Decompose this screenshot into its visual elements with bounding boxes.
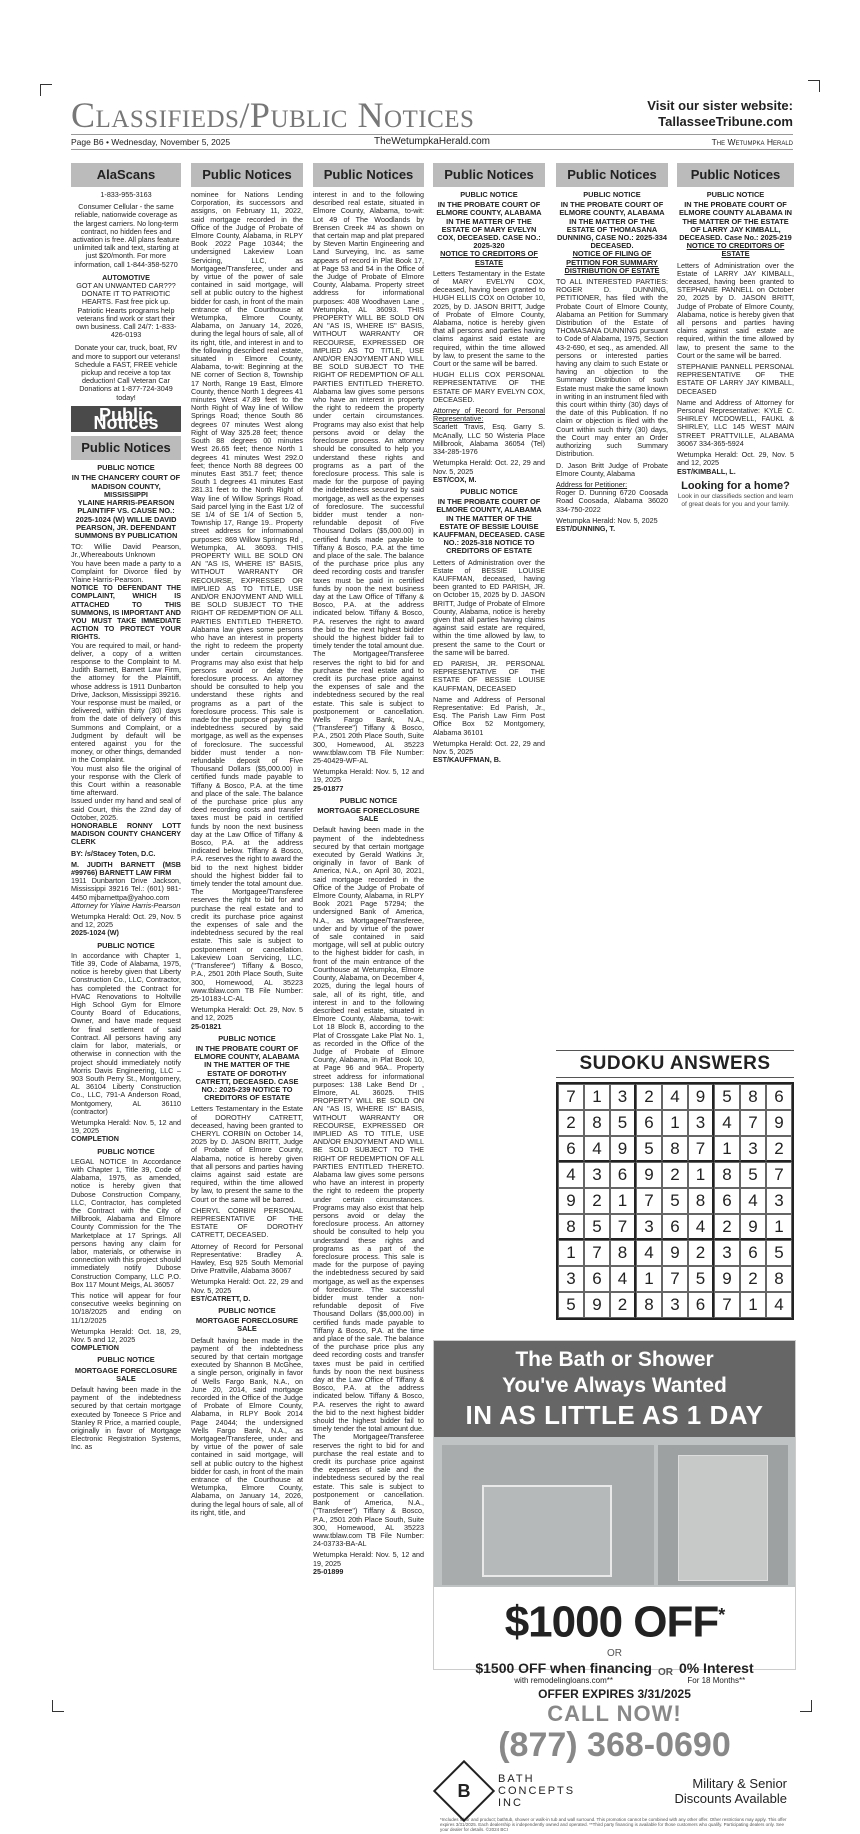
notice-text: M. JUDITH BARNETT (MSB #99766) BARNETT LAW FIRM bbox=[71, 859, 181, 878]
publication-dates: Wetumpka Herald: Oct. 22, 29 and Nov. 5, 2025 bbox=[191, 1277, 303, 1295]
sudoku-cell: 2 bbox=[714, 1214, 740, 1240]
masthead bbox=[71, 96, 793, 136]
sudoku-cell: 8 bbox=[584, 1110, 610, 1136]
sudoku-cell: 5 bbox=[766, 1240, 792, 1266]
notice-text: Letters Testamentary in the Estate of DOROTHY CATRETT, deceased, having been granted to CHERYL CORBIN on October 14, 2025 by D. JASON BRITT, Judge of Probate of Elmore County, Alabama, notice is hereby given that all persons and parties having claims against said estate are required, within the time allowed by law, to present the same to the Court or the same will be barred. bbox=[191, 1104, 303, 1204]
bath-photo bbox=[658, 1445, 788, 1585]
sudoku-cell: 4 bbox=[558, 1162, 584, 1188]
notice-heading: NOTICE OF FILING OF PETITION FOR SUMMARY DISTRIBUTION OF ESTATE bbox=[564, 249, 660, 275]
notice-ref: EST/KAUFFMAN, B. bbox=[433, 755, 501, 765]
sudoku-cell: 9 bbox=[766, 1110, 792, 1136]
column-public-notices-6 bbox=[677, 163, 794, 1043]
sudoku-cell: 5 bbox=[714, 1084, 740, 1110]
sudoku-cell: 2 bbox=[610, 1292, 636, 1318]
notice-text: Name and Address of Attorney for Personal Representative: KYLE C. SHIRLEY MCDOWELL, FAUKL & SHIRLEY, LLC 145 WEST MAIN STREET PRATTVILLE, ALABAMA 36067 334-365-5924 bbox=[677, 397, 794, 448]
sudoku-cell: 7 bbox=[714, 1292, 740, 1318]
sudoku-cell: 2 bbox=[636, 1084, 662, 1110]
notice-text: TO ALL INTERESTED PARTIES: ROGER D. DUNNING, PETITIONER, has filed with the Probate Court of Elmore County, Alabama an Petition for Summary Distribution of the Estate of THOMASANA DUNNING pursuant to Code of Alabama, 1975, Section 43-2-690, et seq., as amended. All persons or interested parties having any claim to such Estate or having an objection to the Summary Distribution of such Estate must make the same known in writing in an instrument filed with this court within thirty (30) days of the date of this Publication. If no claim or objection is filed with the Court within such thirty (30) days, the Court may enter an Order authorizing such Summary Distribution. bbox=[556, 277, 668, 459]
notice-text: LEGAL NOTICE In Accordance with Chapter 1, Title 39, Code of Alabama, 1975, as amended, notice is hereby given that Dubose Construction Company, LLC, Contractor, has completed the Contract with the City of Millbrook, Alabama and Elmore County Commission for the The Marketplace at 17 Springs. All persons having any claim for labor, materials, or otherwise in connection with this project should immediately notify Dubose Construction Company, LLC P.O. Box 117 Mount Meigs, AL 36057 bbox=[71, 1156, 181, 1289]
notice-text: STEPHANIE PANNELL PERSONAL REPRESENTATIVE OF THE ESTATE OF LARRY JAY KIMBALL, DECEASED bbox=[677, 362, 794, 396]
column-header: Public Notices bbox=[433, 163, 545, 187]
notice-label: PUBLIC NOTICE bbox=[460, 190, 518, 199]
publication-dates: Wetumpka Herald: Nov. 5, 2025 bbox=[556, 515, 658, 525]
sudoku-cell: 3 bbox=[584, 1162, 610, 1188]
sudoku-cell: 1 bbox=[558, 1240, 584, 1266]
notice-text: Default having been made in the payment of the indebtedness secured by that certain mortgage executed by Shannon B McGhee, a single person, originally in favor of Wells Fargo Bank, N.A., on June 20, 2014, said mortgage recorded in the Office of the Judge of Probate of Elmore County, Alabama, in RLPY Book 2014 Page 24044; the undersigned Wells Fargo Bank, N.A., as Mortgagee/Transferee, under and by virtue of the power of sale contained in said mortgage, will sell at public outcry to the highest bidder for cash, in front of the main entrance of the Courthouse at Wetumpka, Elmore County, Alabama, on January 14, 2026, during the legal hours of sale, all of its right, title, and bbox=[191, 1335, 303, 1517]
sudoku-cell: 2 bbox=[688, 1240, 714, 1266]
sudoku-cell: 1 bbox=[714, 1136, 740, 1162]
house-ad bbox=[677, 480, 794, 509]
offer-financing-sub: with remodelingloans.com** bbox=[514, 1675, 613, 1685]
notice-text: Issued under my hand and seal of said Court, this the 22nd day of October, 2025. bbox=[71, 796, 181, 822]
sudoku-cell: 3 bbox=[688, 1110, 714, 1136]
notice-text: CHERYL CORBIN PERSONAL REPRESENTATIVE OF THE ESTATE OF DOROTHY CATRETT, DECEASED. bbox=[191, 1205, 303, 1240]
sudoku-cell: 1 bbox=[584, 1084, 610, 1110]
brand-name: BATH CONCEPTS INC bbox=[498, 1772, 576, 1809]
ad-brand bbox=[434, 1767, 795, 1815]
sudoku-cell: 7 bbox=[662, 1266, 688, 1292]
sudoku-cell: 8 bbox=[662, 1136, 688, 1162]
notice-text: BY: /s/Stacey Toten, D.C. bbox=[71, 848, 156, 858]
offer-or: OR bbox=[657, 1666, 673, 1678]
folio-bar bbox=[71, 134, 793, 150]
offer-interest-sub: For 18 Months** bbox=[687, 1675, 746, 1685]
notice-text: D. Jason Britt Judge of Probate Elmore County, Alabama bbox=[556, 460, 668, 478]
sudoku-cell: 8 bbox=[766, 1266, 792, 1292]
bath-concepts-ad bbox=[433, 1340, 796, 1832]
ad-offer bbox=[434, 1587, 795, 1767]
notice-text: nominee for Nations Lending Corporation, its successors and assigns, on February 11, 2022, said mortgage recorded in the Office of the Judge of Probate of Elmore County, Alabama, in RLPY Book 2022 Page 10344; the undersigned Lakeview Loan Servicing, LLC, as Mortgagee/Transferee, under and by virtue of the power of sale contained in said mortgage, will sell at public outcry to the highest bidder for cash, in front of the main entrance of the Courthouse at Wetumpka, Elmore County, Alabama, on January 14, 2026, during the legal hours of sale, all of its right, title, and interest in and to the following described real estate, situated in Elmore County, Alabama, to-wit: Beginning at the NE corner of Section 8, Township 17 North, Range 19 East, Elmore County, thence North 1 degrees 41 minutes West 47.89 feet to the North Right of Way line of Willow Springs Road; thence South 86 degrees 07 minutes West along Right of Way 325.28 feet; thence South 88 degrees 00 minutes West 26.65 feet; thence North 1 degrees 41 minutes West 292.0 feet; thence North 88 degrees 00 minutes East 351.7 feet; thence South 1 degrees 41 minutes East 281.31 feet to the North Right of Way line of Willow Springs Road. Said parcel lying in the East 1/2 of SE 1/4 of SE 1/4 of Section 5, Township 17, Range 19.. Property street address for informational purposes: 869 Willow Springs Rd , Wetumpka, AL 36093. THIS PROPERTY WILL BE SOLD ON AN "AS IS, WHERE IS" BASIS, WITHOUT WARRANTY OR RECOURSE, EXPRESSED OR IMPLIED AS TO TITLE, USE AND/OR ENJOYMENT AND WILL BE SOLD SUBJECT TO THE RIGHT OF REDEMPTION OF ALL PARTIES ENTITLED THERETO. Alabama law gives some persons who have an interest in property the right to redeem the property under certain circumstances. Programs may also exist that help persons avoid or delay the foreclosure process. An attorney should be consulted to help you understand these rights and programs as a part of the foreclosure process. This sale is made for the purpose of paying the indebtedness secured by said mortgage, as well as the expenses of foreclosure. The successful bidder must tender a non-refundable deposit of Five Thousand Dollars ($5,000.00) in certified funds made payable to Tiffany & Bosco, P.A. at the time and place of the sale. The balance of the purchase price plus any deed recording costs and transfer taxes must be paid in certified funds by noon the next business day at the Law Office of Tiffany & Bosco, P.A. at the address indicated below. Tiffany & Bosco, P.A. reserves the right to award the bid to the next highest bidder should the highest bidder fail to timely tender the total amount due. The Mortgagee/Transferee reserves the right to bid for and purchase the real estate and to credit its purchase price against the expenses of sale and the indebtedness secured by the real estate. This sale is subject to postponement or cancellation. Lakeview Loan Servicing, LLC, ("Transferee") Tiffany & Bosco, P.A., 2501 20th Place South, Suite 300, Homewood, AL 35223 www.tblaw.com TB File Number: 25-10183-LC-AL bbox=[191, 190, 303, 1003]
military-discount: Military & Senior Discounts Available bbox=[674, 1775, 787, 1806]
notice-text: HONORABLE RONNY LOTT MADISON COUNTY CHANCERY CLERK bbox=[71, 821, 181, 847]
call-now: CALL NOW! bbox=[547, 1700, 682, 1726]
notice-text: You must also file the original of your response with the Clerk of this Court within a reasonable time afterward. bbox=[71, 763, 181, 798]
ad-headline-line2: You've Always Wanted bbox=[502, 1374, 727, 1397]
sister-site-line1: Visit our sister website: bbox=[647, 98, 793, 113]
notice-label: PUBLIC NOTICE bbox=[218, 1033, 276, 1043]
notice-label: PUBLIC NOTICE bbox=[339, 795, 398, 805]
sudoku-cell: 3 bbox=[558, 1266, 584, 1292]
sudoku-cell: 9 bbox=[610, 1136, 636, 1162]
sudoku-cell: 5 bbox=[610, 1110, 636, 1136]
bath-concepts-logo-icon bbox=[433, 1760, 495, 1822]
notice-label: PUBLIC NOTICE bbox=[97, 1355, 155, 1365]
wall-tile bbox=[678, 1455, 768, 1581]
sudoku-cell: 7 bbox=[688, 1136, 714, 1162]
notice-text: Letters of Administration over the Estate of LARRY JAY KIMBALL, deceased, having been granted to STEPHANIE PANNELL on October 20, 2025 by D. JASON BRITT, Judge of Probate of Elmore County, Alabama, notice is hereby given that all persons and parties having claims against said estate are required, within the time allowed by law, to present the same to the Court or the same will be barred. bbox=[677, 260, 794, 360]
offer-financing bbox=[440, 1660, 789, 1685]
notice-heading: IN THE PROBATE COURT OF ELMORE COUNTY, ALABAMA IN THE MATTER OF THE ESTATE OF THOMASANA DUNNING, CASE NO.: 2025-334 DECEASED. bbox=[556, 200, 668, 251]
crop-mark bbox=[52, 1700, 64, 1712]
notice-heading: NOTICE TO CREDITORS OF ESTATE bbox=[686, 241, 785, 259]
sudoku-cell: 1 bbox=[740, 1292, 766, 1318]
sudoku-cell: 6 bbox=[584, 1266, 610, 1292]
notice-text: You are required to mail, or hand-deliver, a copy of a written response to the Complaint to M. Judith Barnett, Barnett Law Firm, the attorney for the Plaintiff, whose address is 1911 Dunbarton Drive, Jackson, Mississippi 39216. bbox=[71, 640, 181, 699]
notice-ref: EST/COX, M. bbox=[433, 474, 477, 484]
column-header: AlaScans bbox=[71, 163, 181, 187]
ad-headline-line1: The Bath or Shower bbox=[515, 1348, 714, 1371]
sudoku-cell: 4 bbox=[766, 1292, 792, 1318]
sudoku-cell: 6 bbox=[558, 1136, 584, 1162]
ad-text: Consumer Cellular - the same reliable, nationwide coverage as the largest carriers. No long-term contract, no hidden fees and activation is free. All plans feature unlimited talk and text, starting at just $20/month. For more information, call 1-844-358-5270 bbox=[72, 202, 180, 269]
sister-site-link[interactable]: TallasseeTribune.com bbox=[658, 114, 793, 129]
sudoku-cell: 7 bbox=[740, 1110, 766, 1136]
sudoku-cell: 5 bbox=[688, 1266, 714, 1292]
crop-mark bbox=[808, 80, 820, 92]
notice-heading: IN THE CHANCERY COURT OF MADISON COUNTY, MISSISSIPPI bbox=[71, 473, 181, 499]
sudoku-cell: 1 bbox=[662, 1110, 688, 1136]
sudoku-cell: 2 bbox=[584, 1188, 610, 1214]
crop-mark bbox=[800, 1700, 812, 1712]
sudoku-cell: 9 bbox=[740, 1214, 766, 1240]
sudoku-cell: 5 bbox=[584, 1214, 610, 1240]
column-header: Public Notices bbox=[677, 163, 794, 187]
sudoku-cell: 4 bbox=[636, 1240, 662, 1266]
notice-ref: COMPLETION bbox=[71, 1343, 119, 1353]
notice-label: PUBLIC NOTICE bbox=[706, 190, 765, 199]
column-public-notices-3 bbox=[313, 163, 424, 1733]
notice-heading: MORTGAGE FORECLOSURE SALE bbox=[317, 806, 420, 824]
sudoku-cell: 8 bbox=[688, 1188, 714, 1214]
notice-text: Your response must be mailed, or delivered, within thirty (30) days from the date of delivery of this Summons and Complaint, or a Judgment by default will be entered against you for the money, or other things, demanded in the Complaint. bbox=[71, 697, 181, 765]
section-title: AUTOMOTIVE bbox=[102, 272, 150, 282]
offer-main-asterisk: * bbox=[718, 1605, 725, 1625]
phone-number: 1-833-955-3163 bbox=[100, 190, 152, 199]
notice-text: Default having been made in the payment of the indebtedness secured by that certain mortgage executed by Gerald Watkins Jr, originally in favor of Bank of America, N.A., on April 30, 2021, said mortgage recorded in the Office of the Judge of Probate of Elmore County, Alabama, in RLPY Book 2021 Page 57294; the undersigned Bank of America, N.A., as Mortgagee/Transferee, under and by virtue of the power of sale contained in said mortgage, will sell at public outcry to the highest bidder for cash, in front of the main entrance of the Courthouse at Wetumpka, Elmore County, Alabama, on December 4, 2025, during the legal hours of sale, all of its right, title, and interest in and to the following described real estate, situated in Elmore County, Alabama, to-wit: Lot 18 Block B, according to the Plat of Crossgate Lake Plat No. 1, as recorded in the Office of the Judge of Probate of Elmore County, Alabama, in Plat Book 10, at Page 96 and 96A.. Property street address for informational purposes: 138 Lake Bend Dr , Elmore, AL 36025. THIS PROPERTY WILL BE SOLD ON AN "AS IS, WHERE IS" BASIS, WITHOUT WARRANTY OR RECOURSE, EXPRESSED OR IMPLIED AS TO TITLE, USE AND/OR ENJOYMENT AND WILL BE SOLD SUBJECT TO THE RIGHT OF REDEMPTION OF ALL PARTIES ENTITLED THERETO. Alabama law gives some persons who have an interest in property the right to redeem the property under certain circumstances. Programs may also exist that help persons avoid or delay the foreclosure process. An attorney should be consulted to help you understand these rights and programs as a part of the foreclosure process. This sale is made for the purpose of paying the indebtedness secured by said mortgage, as well as the expenses of foreclosure. The successful bidder must tender a non-refundable deposit of Five Thousand Dollars ($5,000.00) in certified funds made payable to Tiffany & Bosco, P.A. at the time and place of the sale. The balance of the purchase price plus any deed recording costs and transfer taxes must be paid in certified funds by noon the next business day at the Law Office of Tiffany & Bosco, P.A. at the address indicated below. Tiffany & Bosco, P.A. reserves the right to award the bid to the next highest bidder should the highest bidder fail to timely tender the total amount due. The Mortgagee/Transferee reserves the right to bid for and purchase the real estate and to credit its purchase price against the expenses of sale and the indebtedness secured by the real estate. This sale is subject to postponement or cancellation. Bank of America, N.A., ("Transferee") Tiffany & Bosco, P.A., 2501 20th Place South, Suite 300, Homewood, AL 35223 www.tblaw.com TB File Number: 24-03733-BA-AL bbox=[313, 825, 424, 1549]
sudoku-cell: 6 bbox=[714, 1188, 740, 1214]
notice-heading: IN THE PROBATE COURT OF ELMORE COUNTY, ALABAMA IN THE MATTER OF THE ESTATE OF DOROTHY CATRETT, DECEASED. CASE NO.: 2025-239 NOTICE TO CREDITORS OF ESTATE bbox=[194, 1043, 300, 1103]
notice-label: PUBLIC NOTICE bbox=[583, 190, 641, 199]
notice-ref: COMPLETION bbox=[71, 1134, 119, 1144]
notice-text: interest in and to the following described real estate, situated in Elmore County, Alabama, to-wit: Lot 49 of The Woodlands by Brensen Creek #4 as shown on that certain map and plat prepared by Steven Martin Engineering and Land Surveying, Inc. as same appears of record in Plat Book 17, at Page 53 and 54 in the Office of the Judge of Probate of Elmore County, Alabama. Property street address for informational purposes: 408 Woodhaven Lane , Wetumpka, AL 36093. THIS PROPERTY WILL BE SOLD ON AN "AS IS, WHERE IS" BASIS, WITHOUT WARRANTY OR RECOURSE, EXPRESSED OR IMPLIED AS TO TITLE, USE AND/OR ENJOYMENT AND WILL BE SOLD SUBJECT TO THE RIGHT OF REDEMPTION OF ALL PARTIES ENTITLED THERETO. Alabama law gives some persons who have an interest in property the right to redeem the property under certain circumstances. Programs may also exist that help persons avoid or delay the foreclosure process. An attorney should be consulted to help you understand these rights and programs as a part of the foreclosure process. This sale is made for the purpose of paying the indebtedness secured by said mortgage, as well as the expenses of foreclosure. The successful bidder must tender a non-refundable deposit of Five Thousand Dollars ($5,000.00) in certified funds made payable to Tiffany & Bosco, P.A. at the time and place of the sale. The balance of the purchase price plus any deed recording costs and transfer taxes must be paid in certified funds by noon the next business day at the Law Office of Tiffany & Bosco, P.A. at the address indicated below. Tiffany & Bosco, P.A. reserves the right to award the bid to the next highest bidder should the highest bidder fail to timely tender the total amount due. The Mortgagee/Transferee reserves the right to bid for and purchase the real estate and to credit its purchase price against the expenses of sale and the indebtedness secured by the real estate. This sale is subject to postponement or cancellation. Wells Fargo Bank, N.A., ("Transferee") Tiffany & Bosco, P.A., 2501 20th Place South, Suite 300, Homewood, AL 35223 www.tblaw.com TB File Number: 25-40429-WF-AL bbox=[313, 190, 424, 766]
notice-text: Name and Address of Personal Representative: Ed Parish, Jr., Esq. The Parish Law Firm Post Office Box 52 Montgomery, Alabama 36101 bbox=[433, 694, 545, 737]
ad-photos bbox=[434, 1437, 795, 1587]
sudoku-cell: 5 bbox=[636, 1136, 662, 1162]
notice-heading: YLAINE HARRIS-PEARSON PLAINTIFF VS. CAUSE NO.: 2025-1024 (W) WILLIE DAVID PEARSON, JR. DEFENDANT bbox=[75, 498, 177, 532]
sudoku-cell: 9 bbox=[688, 1084, 714, 1110]
sudoku-cell: 1 bbox=[610, 1188, 636, 1214]
offer-main-amount: $1000 OFF bbox=[504, 1597, 719, 1647]
sudoku-cell: 9 bbox=[714, 1266, 740, 1292]
column-alascans bbox=[71, 163, 181, 1733]
sudoku-cell: 8 bbox=[714, 1162, 740, 1188]
sudoku-cell: 2 bbox=[558, 1110, 584, 1136]
sudoku-cell: 3 bbox=[662, 1292, 688, 1318]
sudoku-cell: 5 bbox=[740, 1162, 766, 1188]
notice-ref: 25-01821 bbox=[191, 1021, 222, 1031]
sudoku-cell: 8 bbox=[610, 1240, 636, 1266]
sudoku-cell: 7 bbox=[636, 1188, 662, 1214]
notice-ref: EST/DUNNING, T. bbox=[556, 523, 616, 533]
notice-text: Address for Petitioner: bbox=[556, 479, 628, 489]
sister-site bbox=[647, 98, 793, 130]
notice-heading: IN THE PROBATE COURT OF ELMORE COUNTY, ALABAMA IN THE MATTER OF THE ESTATE OF BESSIE LOUISE KAUFFMAN, DECEASED. CASE NO.: 2025-318 NOTICE TO CREDITORS OF ESTATE bbox=[433, 497, 545, 556]
sudoku-cell: 3 bbox=[740, 1136, 766, 1162]
house-ad-title: Looking for a home? bbox=[681, 479, 790, 492]
notice-text: Attorney of Record for Personal Representative: bbox=[433, 406, 545, 424]
sudoku-cell: 4 bbox=[688, 1214, 714, 1240]
notice-text: This notice will appear for four consecutive weeks beginning on 10/18/2025 and ending on 11/12/2025 bbox=[71, 1290, 181, 1325]
page-title: Classifieds/Public Notices bbox=[71, 95, 475, 135]
sudoku-cell: 2 bbox=[740, 1266, 766, 1292]
house-ad-text: Look in our classifieds section and learn of great deals for you and your family. bbox=[677, 492, 794, 508]
sudoku-cell: 3 bbox=[766, 1188, 792, 1214]
ad-headline bbox=[434, 1341, 795, 1437]
sudoku-answers bbox=[556, 1050, 794, 1320]
publication-dates: Wetumpka Herald: Oct. 29, Nov. 5 and 12, 2025 bbox=[191, 1005, 303, 1023]
publication-dates: Wetumpka Herald: Nov. 5, 12 and 19, 2025 bbox=[71, 1117, 181, 1136]
notice-heading: NOTICE TO CREDITORS OF ESTATE bbox=[440, 249, 538, 267]
notice-text: Default having been made in the payment of the indebtedness secured by that certain mortgage executed by Toneece S Price and Stanley R Price, a married couple, originally in favor of Mortgage Electronic Registration Systems, Inc. as bbox=[71, 1385, 181, 1452]
sudoku-cell: 9 bbox=[662, 1240, 688, 1266]
publication-dates: Wetumpka Herald: Oct. 18, 29, Nov. 5 and 12, 2025 bbox=[71, 1326, 181, 1344]
notice-heading: IN THE PROBATE COURT OF ELMORE COUNTY ALABAMA IN THE MATTER OF THE ESTATE OF LARRY JAY KIMBALL, DECEASED. Case No.: 2025-219 bbox=[678, 200, 793, 243]
notice-ref: 25-01877 bbox=[313, 783, 344, 793]
sudoku-title: SUDOKU ANSWERS bbox=[556, 1050, 794, 1078]
notice-text: TO: Willie David Pearson, Jr.,Whereabouts Unknown bbox=[71, 542, 181, 560]
notice-ref: EST/CATRETT, D. bbox=[191, 1293, 251, 1303]
sudoku-cell: 4 bbox=[662, 1084, 688, 1110]
column-header: Public Notices bbox=[191, 163, 303, 187]
sudoku-cell: 6 bbox=[740, 1240, 766, 1266]
publication-dates: Wetumpka Herald: Oct. 29, Nov. 5 and 12, 2025 bbox=[71, 912, 181, 930]
folio-website[interactable]: TheWetumpkaHerald.com bbox=[374, 136, 490, 147]
notice-label: PUBLIC NOTICE bbox=[218, 1306, 276, 1316]
publication-dates: Wetumpka Herald: Oct. 22, 29 and Nov. 5, 2025 bbox=[433, 738, 545, 756]
offer-interest: 0% Interest bbox=[678, 1659, 754, 1676]
public-notices-banner: Public Notices bbox=[71, 406, 181, 432]
notice-text: NOTICE TO DEFENDANT THE COMPLAINT, WHICH IS ATTACHED TO THIS SUMMONS, IS IMPORTANT AND YOU MUST TAKE IMMEDIATE ACTION TO PROTECT YOUR RIGHTS. bbox=[71, 583, 181, 642]
sudoku-cell: 6 bbox=[662, 1214, 688, 1240]
notice-heading: IN THE PROBATE COURT OF ELMORE COUNTY, ALABAMA IN THE MATTER OF THE ESTATE OF MARY EVELYN COX, DECEASED. CASE NO.: 2025-320 bbox=[436, 200, 542, 251]
notice-text: HUGH ELLIS COX PERSONAL REPRESENTATIVE OF THE ESTATE OF MARY EVELYN COX, DECEASED. bbox=[433, 370, 545, 404]
sudoku-cell: 4 bbox=[584, 1136, 610, 1162]
logo-letter: B bbox=[457, 1780, 471, 1801]
notice-label: PUBLIC NOTICE bbox=[97, 463, 155, 473]
folio-paper: The Wetumpka Herald bbox=[711, 137, 793, 147]
sudoku-cell: 4 bbox=[714, 1110, 740, 1136]
notice-label: PUBLIC NOTICE bbox=[97, 940, 155, 950]
notice-ref: 25-01899 bbox=[313, 1566, 344, 1576]
ad-phone[interactable]: (877) 368-0690 bbox=[498, 1725, 731, 1764]
column-header: Public Notices bbox=[71, 436, 181, 460]
publication-dates: Wetumpka Herald: Oct. 22, 29 and Nov. 5, 2025 bbox=[433, 458, 545, 476]
column-header: Public Notices bbox=[556, 163, 668, 187]
publication-dates: Wetumpka Herald: Oct. 29, Nov. 5 and 12, 2025 bbox=[677, 450, 794, 468]
publication-dates: Wetumpka Herald: Nov. 5, 12 and 19, 2025 bbox=[313, 1550, 424, 1568]
sudoku-cell: 6 bbox=[610, 1162, 636, 1188]
sudoku-cell: 6 bbox=[688, 1292, 714, 1318]
column-public-notices-4 bbox=[433, 163, 545, 1043]
shower-photo bbox=[442, 1445, 654, 1585]
notice-ref: 2025-1024 (W) bbox=[71, 928, 119, 938]
column-header: Public Notices bbox=[313, 163, 424, 187]
sudoku-cell: 1 bbox=[766, 1214, 792, 1240]
sudoku-cell: 6 bbox=[636, 1110, 662, 1136]
sudoku-cell: 5 bbox=[558, 1292, 584, 1318]
column-public-notices-2 bbox=[191, 163, 303, 1733]
sudoku-cell: 8 bbox=[558, 1214, 584, 1240]
notice-label: PUBLIC NOTICE bbox=[460, 486, 518, 496]
notice-heading: MORTGAGE FORECLOSURE SALE bbox=[195, 1316, 299, 1334]
sudoku-cell: 9 bbox=[584, 1292, 610, 1318]
sudoku-cell: 9 bbox=[558, 1188, 584, 1214]
notice-label: PUBLIC NOTICE bbox=[97, 1146, 155, 1156]
notice-text: Scarlett Travis, Esq. Garry S. McAnally, LLC 50 Wisteria Place Millbrook, Alabama 36054 (Tel) 334-285-1976 bbox=[433, 422, 545, 457]
shower-door bbox=[482, 1485, 612, 1577]
notice-text: You have been made a party to a Complaint for Divorce filed by Ylaine Harris-Pearson. bbox=[71, 558, 181, 584]
ad-text: Donate your car, truck, boat, RV and more to support our veterans! Schedule a FAST, FREE vehicle pickup and receive a top tax deduction! Call Veteran Car Donations at 1-877-724-3049 today! bbox=[71, 343, 181, 402]
publication-dates: Wetumpka Herald: Nov. 5, 12 and 19, 2025 bbox=[313, 767, 424, 785]
offer-expiry: OFFER EXPIRES 3/31/2025 bbox=[538, 1686, 691, 1701]
notice-text: Attorney for Ylaine Harris-Pearson bbox=[71, 900, 181, 910]
sudoku-cell: 7 bbox=[610, 1214, 636, 1240]
notice-heading: MORTGAGE FORECLOSURE SALE bbox=[74, 1365, 178, 1383]
folio-date: Page B6 • Wednesday, November 5, 2025 bbox=[71, 137, 231, 147]
notice-text: Attorney of Record for Personal Representative: Bradley A. Hawley, Esq 925 South Memorial Drive Prattville, Alabama 36067 bbox=[191, 1241, 303, 1276]
column-public-notices-5 bbox=[556, 163, 668, 1043]
sudoku-cell: 3 bbox=[714, 1240, 740, 1266]
sudoku-cell: 2 bbox=[662, 1162, 688, 1188]
notice-text: Roger D. Dunning 6720 Coosada Road Coosada, Alabama 36020 334-750-2022 bbox=[556, 488, 668, 514]
sudoku-cell: 7 bbox=[766, 1162, 792, 1188]
sudoku-cell: 1 bbox=[688, 1162, 714, 1188]
notice-text: In accordance with Chapter 1, Title 39, Code of Alabama, 1975, notice is hereby given that Liberty Construction Co., LLC, Contractor, has completed the Contract for HVAC Renovations to Holtville High School Gym for Elmore County Board of Educations, Owner, and have made request for final settlement of said Contract. All persons having any claim for labor, materials, or otherwise in connection with the project should immediately notify Morris Davis Engineering, LLC – 903 South Perry St., Montgomery, AL 36104 Liberty Construction Co., LLC, 791-A Anderson Road, Montgomery, AL 36110 (contractor) bbox=[71, 950, 181, 1116]
ad-text: GOT AN UNWANTED CAR??? DONATE IT TO PATRIOTIC HEARTS. Fast free pick up. Patriotic Hearts programs help veterans find work or start their own business. Call 24/7: 1-833-426-0193 bbox=[75, 281, 177, 340]
sudoku-cell: 3 bbox=[636, 1214, 662, 1240]
sudoku-cell: 7 bbox=[558, 1084, 584, 1110]
ad-headline-line3: IN AS LITTLE AS 1 DAY bbox=[465, 1400, 764, 1430]
crop-mark bbox=[40, 84, 52, 96]
offer-financing-amount: $1500 OFF when financing bbox=[475, 1659, 652, 1676]
notice-heading: SUMMONS BY PUBLICATION bbox=[74, 530, 178, 540]
sudoku-cell: 3 bbox=[610, 1084, 636, 1110]
sudoku-cell: 4 bbox=[740, 1188, 766, 1214]
sudoku-cell: 5 bbox=[662, 1188, 688, 1214]
sudoku-cell: 1 bbox=[636, 1266, 662, 1292]
sudoku-cell: 9 bbox=[636, 1162, 662, 1188]
offer-or: OR bbox=[607, 1647, 622, 1659]
notice-text: ED PARISH, JR. PERSONAL REPRESENTATIVE OF THE ESTATE OF BESSIE LOUISE KAUFFMAN, DECEASED bbox=[433, 658, 545, 693]
sudoku-cell: 2 bbox=[766, 1136, 792, 1162]
ad-fine-print: *Includes labor and product; bathtub, shower or walk-in tub and wall surround. This promotion cannot be combined with any other offer. Other restrictions may apply. This offer expires 3/31/2025. Each dealership is independently owned and operated. **Third party financing is available for those customers who qualify. Participating dealers only. See your dealer for details. ©2024 BCI bbox=[440, 1816, 787, 1832]
sudoku-cell: 6 bbox=[766, 1084, 792, 1110]
sudoku-grid bbox=[556, 1082, 794, 1320]
notice-text: Letters of Administration over the Estate of BESSIE LOUISE KAUFFMAN, deceased, having been granted to ED PARISH, JR. on October 15, 2025 by D. JASON BRITT, Judge of Probate of Elmore County, Alabama, notice is hereby given that all parties having claims against said estate are required, within the time allowed by law, to present the same to the Court or the same will be barred. bbox=[433, 557, 545, 657]
sudoku-cell: 8 bbox=[740, 1084, 766, 1110]
offer-main bbox=[440, 1591, 789, 1647]
notice-ref: EST/KIMBALL, L. bbox=[677, 466, 736, 476]
sudoku-cell: 4 bbox=[610, 1266, 636, 1292]
sudoku-cell: 8 bbox=[636, 1292, 662, 1318]
notice-text: Letters Testamentary in the Estate of MARY EVELYN COX, deceased, having been granted to HUGH ELLIS COX on October 10, 2025, by D. JASON BRITT, Judge of Probate of Elmore County, Alabama, notice is hereby given that all persons and parties having claims against said estate are required, within the time allowed by law, to present the same to the Court or the same will be barred. bbox=[433, 268, 545, 369]
sudoku-cell: 7 bbox=[584, 1240, 610, 1266]
notice-text: 1911 Dunbarton Drive Jackson, Mississippi 39216 Tel.: (601) 981-4450 mjbarnettpa@yahoo.com bbox=[71, 876, 181, 902]
